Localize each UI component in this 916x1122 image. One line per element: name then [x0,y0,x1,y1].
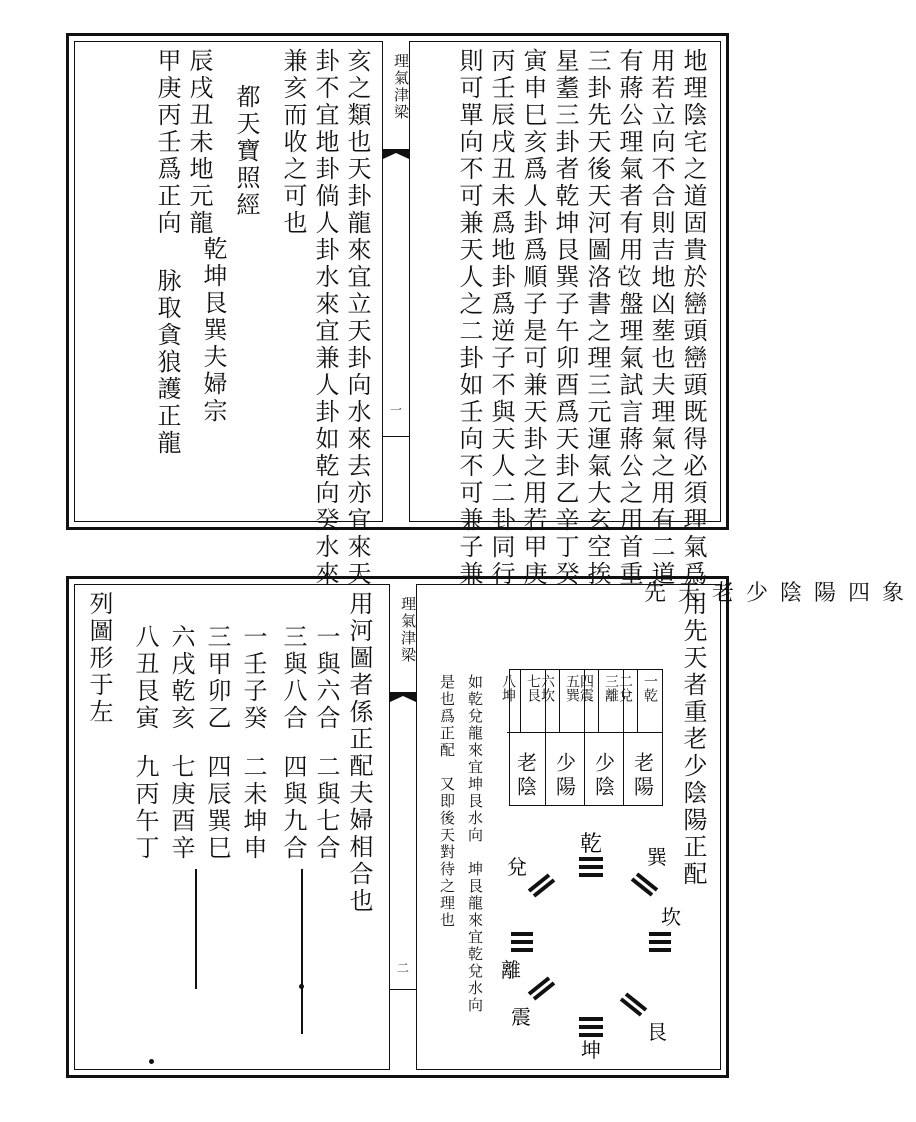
bagua-label: 艮 [647,1020,667,1044]
text-column: 用若立向不合則吉地凶塟也夫理氣之用有二道 [647,48,675,588]
hetu-detail: 一壬子癸 [239,624,267,732]
bottom-page-banner [389,584,417,1070]
bagua-label: 兌 [507,855,527,879]
table-name: 老陽 [630,752,655,800]
hetu-line: 一與六合 [312,624,340,732]
table-name: 少陰 [591,752,616,800]
bottom-page [66,576,916,1078]
bottom-banner-title: 理氣津梁 [399,596,417,664]
hetu-line: 二與七合 [312,754,340,862]
top-page [66,33,729,588]
hetu-line: 四與九合 [279,754,307,862]
hetu-detail: 三甲卯乙 [203,624,231,732]
top-banner-page-number: 一 [389,403,402,417]
text-column: 卦不宜地卦倘人卦水來宜兼人卦如乾向癸水來 [311,48,339,588]
bagua-label: 巽 [647,845,667,869]
left-heading: 用河圖者係正配夫婦相合也 [345,591,373,915]
table-name: 少陽 [552,752,577,800]
hetu-detail: 九丙午丁 [131,754,159,862]
table-column: 一乾 二兌 老陽 [623,670,662,805]
hetu-detail: 六戌乾亥 [167,624,195,732]
text-column: 地理陰宅之道固貴於巒頭巒頭既得必須理氣爲 [679,48,707,588]
bagua-label: 坤 [581,1038,601,1062]
hetu-detail: 四辰巽巳 [203,754,231,862]
figure-caption: 先天老少陰陽四象 [644,581,916,606]
right-heading: 用先天者重老少陰陽正配 [679,591,707,888]
hetu-detail: 二未坤申 [239,754,267,862]
text-column: 則可單向不可兼天人之二卦如壬向不可兼子兼 [455,48,483,588]
hetu-detail: 八丑艮寅 [131,624,159,732]
bagua-diagram [499,819,681,1062]
text-column: 星耋三卦者乾坤艮巽子午卯酉爲天卦乙辛丁癸 [551,48,579,588]
hetu-line: 三與八合 [279,624,307,732]
ink-dot [149,1059,154,1064]
bottom-banner-rule [390,989,416,990]
ink-dot [299,984,304,989]
hetu-detail: 七庚酉辛 [167,754,195,862]
text-column: 丙壬辰戌丑未爲地卦爲逆子不與天人二卦同行 [487,48,515,588]
top-page-banner [382,41,410,522]
text-column: 有蔣公理氣者有用𢼊盤理氣試言蔣公之用首重 [615,48,643,588]
ruling-line [195,869,197,989]
poem-line: 乾坤艮巽夫婦宗 [199,236,227,425]
poem-line: 辰戌丑未地元龍 [185,48,213,237]
table-name: 老陰 [513,752,538,800]
bagua-label: 離 [501,958,521,982]
note-line: 是也爲正配 又即後天對待之理也 [438,674,456,929]
bagua-label: 乾 [579,832,603,857]
bottom-note: 列圖形于左 [85,591,113,726]
text-column: 兼亥而收之可也 [279,48,307,237]
note-line: 如乾兌龍來宜坤艮水向 坤艮龍來宜乾兌水向 [466,674,484,1014]
poem-title: 都天寶照經 [232,84,260,219]
top-banner-rule [383,436,409,437]
bottom-banner-page-number: 二 [396,961,409,975]
table-column: 五巽 六坎 少陽 [545,670,584,805]
top-fish-tail-mark [383,149,409,165]
text-column: 寅申巳亥爲人卦爲順子是可兼天卦之用若甲庚 [519,48,547,588]
table-column: 三離 四震 少陰 [584,670,623,805]
table-column: 七艮 八坤 老陰 [507,670,545,805]
poem-line: 脉取貪狼護正龍 [153,268,181,457]
bottom-fish-tail-mark [390,692,416,708]
ruling-line [301,869,303,1034]
bagua-label: 坎 [661,905,681,929]
text-column: 三卦先天後天河圖洛書之理三元運氣大玄空挨 [583,48,611,588]
four-symbols-table [500,669,663,806]
bagua-label: 震 [511,1005,531,1029]
top-banner-title: 理氣津梁 [392,53,410,121]
text-column: 亥之類也天卦龍來宜立天卦向水來去亦宜來天 [343,48,371,588]
poem-line: 甲庚丙壬爲正向 [153,48,181,237]
